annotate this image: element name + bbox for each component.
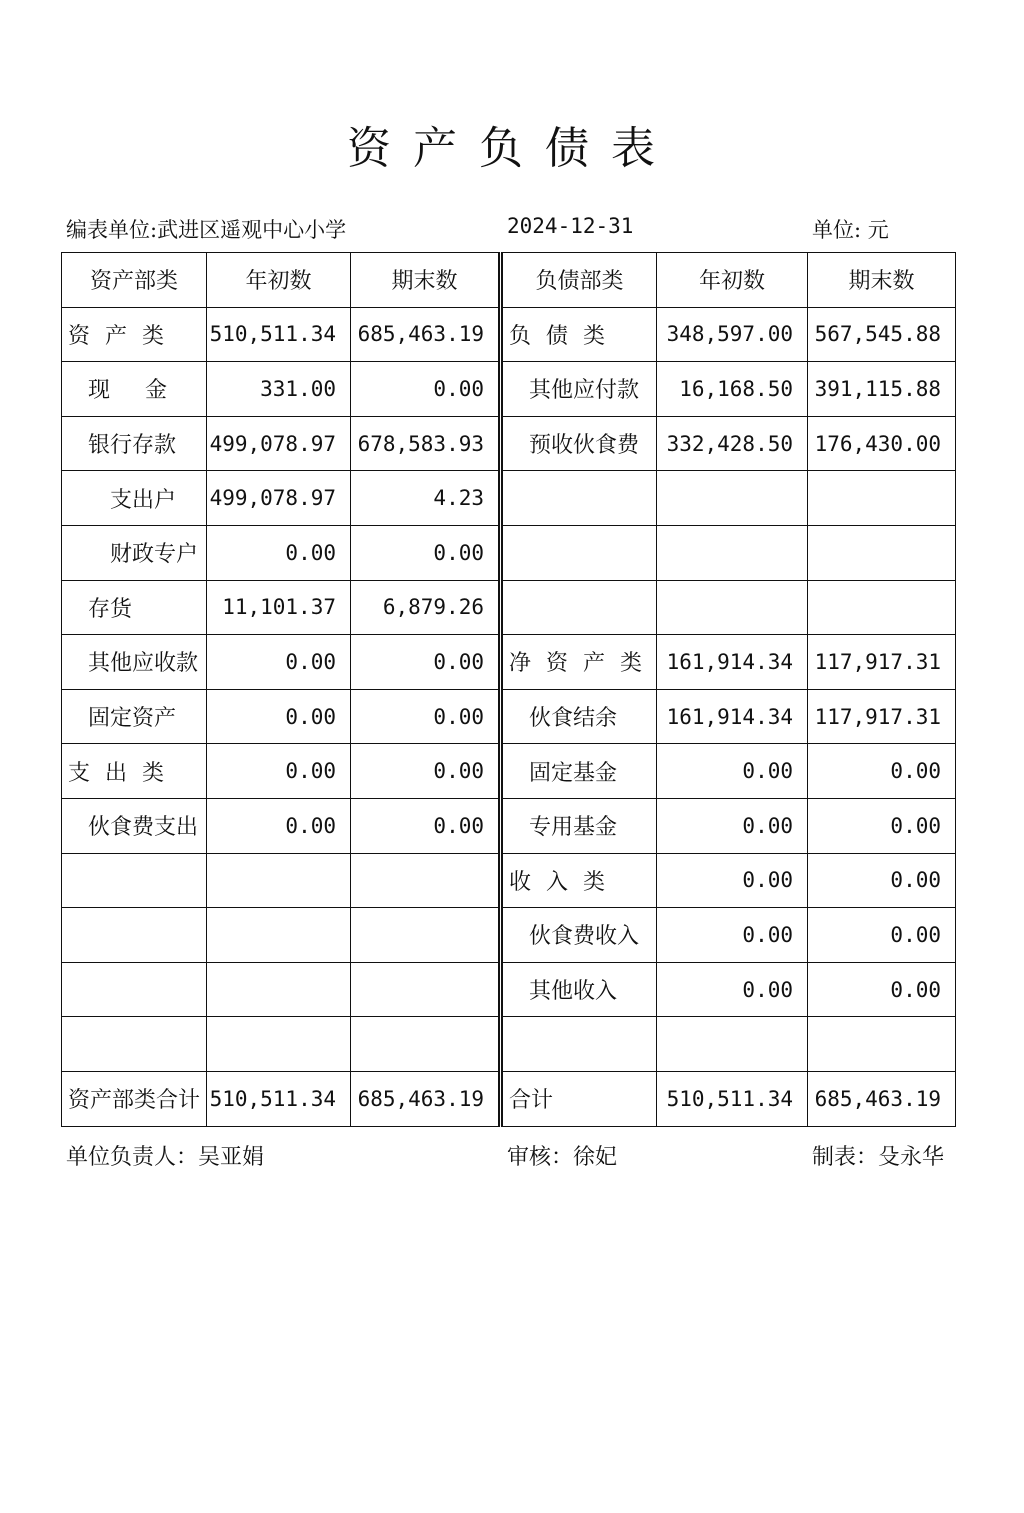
liability-item-cell: 伙食结余 xyxy=(501,689,657,744)
value-cell: 176,430.00 xyxy=(808,416,956,471)
table-row xyxy=(62,962,956,1017)
table-total-row xyxy=(62,1071,956,1126)
asset-subitem-cell: 财政专户 xyxy=(62,525,207,580)
value-cell xyxy=(657,1017,808,1072)
auditor-signature: 审核：徐妃 xyxy=(507,1145,618,1170)
asset-item-cell xyxy=(62,908,207,963)
value-cell: 510,511.34 xyxy=(657,1071,808,1126)
value-cell xyxy=(808,525,956,580)
asset-total-label: 资产部类合计 xyxy=(62,1071,207,1126)
liability-item-cell xyxy=(501,525,657,580)
value-cell: 0.00 xyxy=(808,744,956,799)
liability-item-cell: 专用基金 xyxy=(501,798,657,853)
value-cell: 0.00 xyxy=(808,908,956,963)
value-cell: 11,101.37 xyxy=(207,580,351,635)
table-row xyxy=(62,471,956,526)
currency-unit: 单位: 元 xyxy=(812,218,889,242)
table-row xyxy=(62,798,956,853)
value-cell: 0.00 xyxy=(808,853,956,908)
liability-item-cell: 伙食费收入 xyxy=(501,908,657,963)
value-cell: 510,511.34 xyxy=(207,307,351,362)
asset-item-cell xyxy=(62,1017,207,1072)
value-cell: 0.00 xyxy=(351,689,501,744)
value-cell: 331.00 xyxy=(207,362,351,417)
value-cell: 117,917.31 xyxy=(808,635,956,690)
liability-category-cell: 收 入 类 xyxy=(501,853,657,908)
table-row xyxy=(62,307,956,362)
liability-item-cell: 其他收入 xyxy=(501,962,657,1017)
liability-item-cell xyxy=(501,471,657,526)
value-cell: 0.00 xyxy=(207,635,351,690)
value-cell: 685,463.19 xyxy=(351,307,501,362)
value-cell: 6,879.26 xyxy=(351,580,501,635)
value-cell xyxy=(808,1017,956,1072)
liability-category-cell: 负 债 类 xyxy=(501,307,657,362)
value-cell xyxy=(351,853,501,908)
table-row xyxy=(62,416,956,471)
value-cell: 0.00 xyxy=(207,744,351,799)
preparer-signature: 制表：殳永华 xyxy=(812,1145,945,1170)
table-row xyxy=(62,853,956,908)
value-cell: 0.00 xyxy=(808,962,956,1017)
value-cell xyxy=(207,908,351,963)
table-row xyxy=(62,525,956,580)
liability-total-label: 合计 xyxy=(501,1071,657,1126)
value-cell xyxy=(207,853,351,908)
asset-item-cell xyxy=(62,962,207,1017)
asset-item-cell: 银行存款 xyxy=(62,416,207,471)
value-cell: 161,914.34 xyxy=(657,635,808,690)
table-row xyxy=(62,689,956,744)
value-cell: 510,511.34 xyxy=(207,1071,351,1126)
column-header: 期末数 xyxy=(351,253,501,308)
value-cell: 4.23 xyxy=(351,471,501,526)
table-row xyxy=(62,580,956,635)
value-cell: 685,463.19 xyxy=(351,1071,501,1126)
value-cell xyxy=(808,580,956,635)
asset-item-cell: 现 金 xyxy=(62,362,207,417)
value-cell: 678,583.93 xyxy=(351,416,501,471)
value-cell: 0.00 xyxy=(207,525,351,580)
value-cell: 0.00 xyxy=(351,798,501,853)
column-header: 资产部类 xyxy=(62,253,207,308)
table-header-row xyxy=(62,253,956,308)
liability-item-cell: 其他应付款 xyxy=(501,362,657,417)
asset-item-cell: 其他应收款 xyxy=(62,635,207,690)
manager-signature: 单位负责人：吴亚娟 xyxy=(66,1145,265,1170)
table-row xyxy=(62,362,956,417)
asset-item-cell: 伙食费支出 xyxy=(62,798,207,853)
asset-category-cell: 支 出 类 xyxy=(62,744,207,799)
value-cell: 0.00 xyxy=(351,362,501,417)
value-cell xyxy=(657,525,808,580)
value-cell: 0.00 xyxy=(657,908,808,963)
report-date: 2024-12-31 xyxy=(507,214,634,238)
value-cell xyxy=(657,580,808,635)
value-cell: 0.00 xyxy=(207,798,351,853)
liability-item-cell: 预收伙食费 xyxy=(501,416,657,471)
column-header: 年初数 xyxy=(207,253,351,308)
value-cell xyxy=(808,471,956,526)
value-cell: 0.00 xyxy=(657,744,808,799)
value-cell: 0.00 xyxy=(207,689,351,744)
value-cell: 0.00 xyxy=(657,853,808,908)
value-cell: 0.00 xyxy=(351,635,501,690)
value-cell: 161,914.34 xyxy=(657,689,808,744)
value-cell: 0.00 xyxy=(657,962,808,1017)
value-cell: 0.00 xyxy=(351,744,501,799)
asset-item-cell: 存货 xyxy=(62,580,207,635)
value-cell: 685,463.19 xyxy=(808,1071,956,1126)
column-header: 期末数 xyxy=(808,253,956,308)
value-cell xyxy=(207,962,351,1017)
table-row xyxy=(62,1017,956,1072)
asset-item-cell xyxy=(62,853,207,908)
value-cell: 499,078.97 xyxy=(207,471,351,526)
asset-category-cell: 资 产 类 xyxy=(62,307,207,362)
reporting-unit: 编表单位:武进区遥观中心小学 xyxy=(66,218,347,242)
value-cell xyxy=(657,471,808,526)
value-cell xyxy=(351,908,501,963)
value-cell: 117,917.31 xyxy=(808,689,956,744)
value-cell: 348,597.00 xyxy=(657,307,808,362)
value-cell: 332,428.50 xyxy=(657,416,808,471)
value-cell: 0.00 xyxy=(808,798,956,853)
value-cell: 499,078.97 xyxy=(207,416,351,471)
table-row xyxy=(62,908,956,963)
value-cell xyxy=(351,1017,501,1072)
value-cell xyxy=(207,1017,351,1072)
column-header: 负债部类 xyxy=(501,253,657,308)
value-cell: 567,545.88 xyxy=(808,307,956,362)
table-row xyxy=(62,635,956,690)
value-cell: 0.00 xyxy=(657,798,808,853)
liability-item-cell: 固定基金 xyxy=(501,744,657,799)
liability-item-cell xyxy=(501,1017,657,1072)
column-header: 年初数 xyxy=(657,253,808,308)
asset-item-cell: 固定资产 xyxy=(62,689,207,744)
asset-subitem-cell: 支出户 xyxy=(62,471,207,526)
liability-category-cell: 净 资 产 类 xyxy=(501,635,657,690)
value-cell xyxy=(351,962,501,1017)
liability-item-cell xyxy=(501,580,657,635)
value-cell: 16,168.50 xyxy=(657,362,808,417)
table-row xyxy=(62,744,956,799)
value-cell: 391,115.88 xyxy=(808,362,956,417)
value-cell: 0.00 xyxy=(351,525,501,580)
balance-sheet-table xyxy=(61,252,956,1127)
page-title: 资产负债表 xyxy=(347,123,677,174)
